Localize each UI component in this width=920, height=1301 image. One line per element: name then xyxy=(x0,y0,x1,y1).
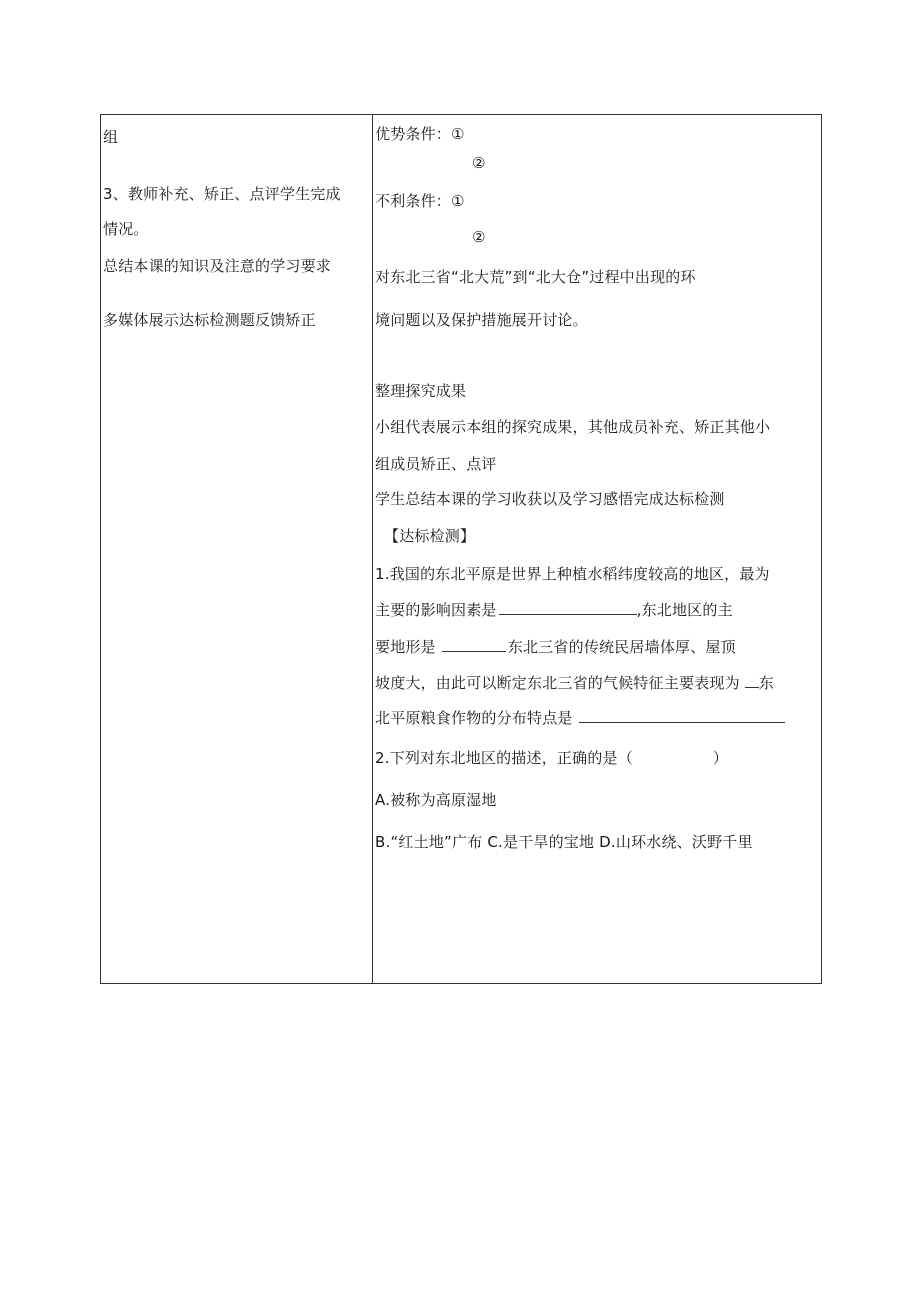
column-divider xyxy=(372,115,373,983)
answer-blank xyxy=(442,636,506,652)
answer-blank xyxy=(499,599,637,615)
lesson-table xyxy=(100,114,822,984)
organize-heading: 整理探究成果 xyxy=(375,382,467,400)
test-title: 【达标检测】 xyxy=(384,527,476,545)
q1-line-3-text-b: 东北三省的传统民居墙体厚、屋顶 xyxy=(507,638,736,656)
q2-stem-text: 2.下列对东北地区的描述，正确的是（ xyxy=(375,749,633,767)
answer-blank xyxy=(745,672,759,688)
q1-line-3 xyxy=(375,636,736,657)
q2-option-a: A.被称为高原湿地 xyxy=(375,791,497,809)
q1-line-2-text-b: ,东北地区的主 xyxy=(636,601,733,619)
group-line-2: 组成员矫正、点评 xyxy=(375,455,497,473)
q1-line-4 xyxy=(375,672,774,693)
q2-options-bcd: B.“红土地”广布 C.是干旱的宝地 D.山环水绕、沃野千里 xyxy=(375,833,753,851)
advantage-label: 优势条件：① xyxy=(375,125,465,143)
q2-stem xyxy=(375,748,728,768)
disadvantage-item-2: ② xyxy=(472,228,486,246)
q1-line-4-text-a: 坡度大，由此可以断定东北三省的气候特征主要表现为 xyxy=(375,674,740,692)
q1-line-2 xyxy=(375,599,733,620)
q1-line-3-text-a: 要地形是 xyxy=(375,638,436,656)
discussion-line-1: 对东北三省“北大荒”到“北大仓”过程中出现的环 xyxy=(375,268,696,286)
q1-line-4-text-b: 东 xyxy=(758,674,775,692)
left-text-teacher: 3、教师补充、矫正、点评学生完成 xyxy=(103,185,341,203)
q1-line-5-text: 北平原粮食作物的分布特点是 xyxy=(375,709,573,727)
summary-line: 学生总结本课的学习收获以及学习感悟完成达标检测 xyxy=(375,490,725,508)
q1-line-5 xyxy=(375,707,785,728)
left-text-multimedia: 多媒体展示达标检测题反馈矫正 xyxy=(103,311,316,329)
q1-line-1: 1.我国的东北平原是世界上种植水稻纬度较高的地区，最为 xyxy=(375,565,770,583)
q2-close-paren: ） xyxy=(712,749,729,767)
disadvantage-label: 不利条件：① xyxy=(375,192,465,210)
group-line-1: 小组代表展示本组的探究成果，其他成员补充、矫正其他小 xyxy=(375,418,771,436)
advantage-item-2: ② xyxy=(472,154,486,172)
q1-line-2-text-a: 主要的影响因素是 xyxy=(375,601,497,619)
left-text-situation: 情况。 xyxy=(103,220,149,238)
answer-blank xyxy=(579,707,785,723)
left-text-summary: 总结本课的知识及注意的学习要求 xyxy=(103,257,332,275)
left-text-group: 组 xyxy=(103,128,119,146)
discussion-line-2: 境问题以及保护措施展开讨论。 xyxy=(375,311,588,329)
